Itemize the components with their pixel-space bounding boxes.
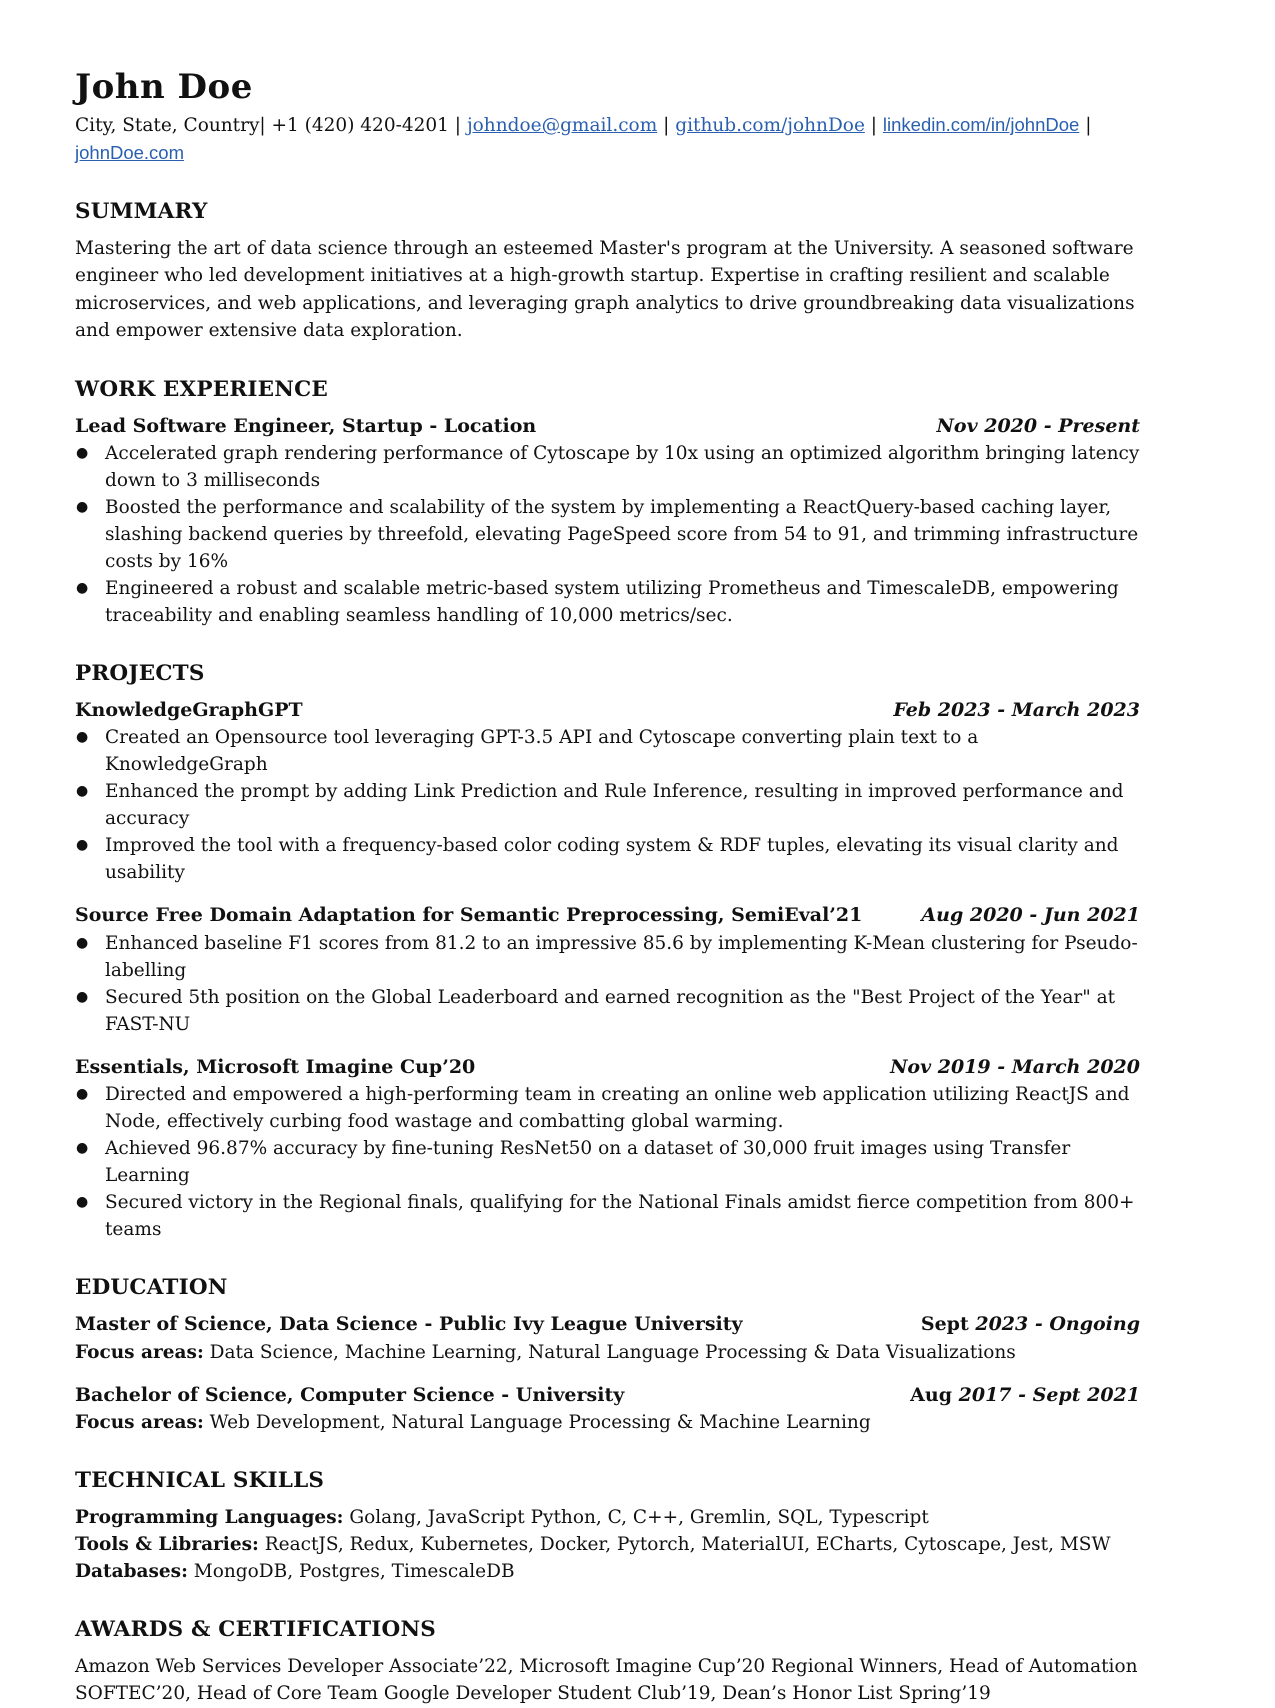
candidate-name: John Doe (75, 67, 253, 107)
bullet-text: Directed and empowered a high-performing team in creating an online web application utilizing ReactJS and Node, effectively curbing food wastage and combatting global warming. (105, 1084, 1130, 1133)
entry-date-month: Aug (910, 1383, 959, 1406)
entry-header (75, 1054, 1140, 1082)
focus-areas-line (75, 1339, 1140, 1366)
education-entry (75, 1311, 1140, 1366)
project-entry (75, 1054, 1140, 1244)
entry-date: Aug 2020 - Jun 2021 (921, 904, 1140, 927)
focus-areas-line (75, 1409, 1140, 1436)
bullet-icon: ● (76, 934, 89, 951)
bullet-icon: ● (76, 837, 89, 854)
bullet-text: Boosted the performance and scalability of the system by implementing a ReactQuery-based caching layer, slashing backend queries by threefold, elevating PageSpeed score from 54 to 91, and trimming infrastructure costs by 16% (105, 497, 1139, 573)
contact-separator: | (1079, 115, 1092, 137)
entry-date: Nov 2019 - March 2020 (890, 1055, 1140, 1078)
skills-label: Tools & Libraries: (75, 1534, 259, 1556)
section-title-projects: PROJECTS (75, 661, 205, 687)
skills-block (75, 1504, 1140, 1585)
list-item (75, 724, 1140, 778)
list-item (75, 778, 1140, 832)
bullet-text: Improved the tool with a frequency-based color coding system & RDF tuples, elevating its visual clarity and usability (105, 835, 1119, 884)
entry-date-rest: 2023 - Ongoing (975, 1313, 1140, 1336)
project-entry (75, 902, 1140, 1038)
bullet-icon: ● (76, 499, 89, 516)
bullet-icon: ● (76, 1194, 89, 1211)
bullet-list (75, 930, 1140, 1038)
bullet-list (75, 724, 1140, 886)
list-item (75, 984, 1140, 1038)
focus-areas-value: Data Science, Machine Learning, Natural Language Processing & Data Visualizations (203, 1341, 1016, 1363)
bullet-text: Enhanced the prompt by adding Link Prediction and Rule Inference, resulting in improved performance and accuracy (105, 781, 1124, 830)
bullet-text: Created an Opensource tool leveraging GPT-3.5 API and Cytoscape converting plain text to a KnowledgeGraph (105, 727, 979, 776)
list-item (75, 930, 1140, 984)
entry-date-month: Sept (920, 1313, 976, 1336)
entry-header (75, 902, 1140, 930)
focus-areas-label: Focus areas: (75, 1341, 204, 1363)
entry-date: Feb 2023 - March 2023 (893, 698, 1140, 721)
bullet-icon: ● (76, 580, 89, 597)
skills-value: MongoDB, Postgres, TimescaleDB (187, 1561, 515, 1583)
entry-header (75, 697, 1140, 725)
focus-areas-value: Web Development, Natural Language Processing & Machine Learning (203, 1412, 871, 1434)
entry-role: Lead Software Engineer, Startup - Location (75, 414, 537, 437)
skills-row (75, 1531, 1140, 1558)
bullet-icon: ● (76, 988, 89, 1005)
list-item (75, 575, 1140, 629)
bullet-list (75, 1081, 1140, 1243)
list-item (75, 832, 1140, 886)
website-link[interactable]: johnDoe.com (75, 142, 185, 164)
github-link[interactable]: github.com/johnDoe (675, 115, 865, 137)
focus-areas-label: Focus areas: (75, 1412, 204, 1434)
entry-project-name: KnowledgeGraphGPT (75, 698, 303, 721)
bullet-icon: ● (76, 1140, 89, 1157)
entry-degree: Bachelor of Science, Computer Science - University (75, 1383, 625, 1406)
education-entry (75, 1382, 1140, 1437)
entry-date (910, 1382, 1140, 1410)
section-title-work: WORK EXPERIENCE (75, 376, 329, 402)
contact-separator: | (657, 115, 676, 137)
skills-value: ReactJS, Redux, Kubernetes, Docker, Pytorch, MaterialUI, ECharts, Cytoscape, Jest, MSW (258, 1534, 1111, 1556)
list-item (75, 440, 1140, 494)
email-link[interactable]: johndoe@gmail.com (466, 115, 658, 137)
project-entry (75, 697, 1140, 887)
work-entry (75, 413, 1140, 630)
summary-text: Mastering the art of data science through an esteemed Master's program at the University. A seasoned software engineer who led development initiatives at a high-growth startup. Expertise in crafting resilient and scalable microservices, and web applications, and leveraging graph analytics to drive groundbreaking data visualizations and empower extensive data exploration. (75, 237, 1135, 342)
skills-row (75, 1504, 1140, 1531)
contact-line (75, 111, 1140, 167)
list-item (75, 494, 1140, 575)
bullet-text: Enhanced baseline F1 scores from 81.2 to an impressive 85.6 by implementing K-Mean clustering for Pseudo-labelling (105, 932, 1138, 981)
section-title-education: EDUCATION (75, 1275, 228, 1301)
bullet-text: Engineered a robust and scalable metric-based system utilizing Prometheus and TimescaleDB, empowering traceability and enabling seamless handling of 10,000 metrics/sec. (105, 578, 1119, 627)
bullet-icon: ● (76, 783, 89, 800)
entry-date (921, 1311, 1140, 1339)
section-title-summary: SUMMARY (75, 199, 208, 225)
entry-degree: Master of Science, Data Science - Public Ivy League University (75, 1313, 743, 1336)
bullet-list (75, 440, 1140, 629)
skills-row (75, 1558, 1140, 1585)
skills-label: Databases: (75, 1561, 188, 1583)
section-title-skills: TECHNICAL SKILLS (75, 1468, 325, 1494)
list-item (75, 1081, 1140, 1135)
bullet-icon: ● (76, 729, 89, 746)
list-item (75, 1135, 1140, 1189)
bullet-icon: ● (76, 445, 89, 462)
entry-header (75, 413, 1140, 441)
list-item (75, 1189, 1140, 1243)
entry-project-name: Source Free Domain Adaptation for Semantic Preprocessing, SemiEval’21 (75, 904, 863, 927)
contact-location-phone: City, State, Country| +1 (420) 420-4201 | (75, 115, 467, 137)
entry-header (75, 1382, 1140, 1410)
linkedin-link[interactable]: linkedin.com/in/johnDoe (882, 114, 1080, 136)
bullet-icon: ● (76, 1086, 89, 1103)
skills-value: Golang, JavaScript Python, C, C++, Gremlin, SQL, Typescript (343, 1507, 929, 1529)
bullet-text: Secured 5th position on the Global Leaderboard and earned recognition as the "Best Project of the Year" at FAST-NU (105, 986, 1116, 1035)
bullet-text: Achieved 96.87% accuracy by fine-tuning ResNet50 on a dataset of 30,000 fruit images using Transfer Learning (105, 1138, 1071, 1187)
contact-separator: | (864, 115, 883, 137)
bullet-text: Accelerated graph rendering performance of Cytoscape by 10x using an optimized algorithm bringing latency down to 3 milliseconds (105, 443, 1140, 492)
section-title-awards: AWARDS & CERTIFICATIONS (75, 1617, 437, 1643)
skills-label: Programming Languages: (75, 1507, 344, 1529)
entry-date-rest: 2017 - Sept 2021 (958, 1383, 1140, 1406)
entry-project-name: Essentials, Microsoft Imagine Cup’20 (75, 1055, 476, 1078)
bullet-text: Secured victory in the Regional finals, qualifying for the National Finals amidst fierce competition from 800+ teams (105, 1192, 1135, 1241)
entry-header (75, 1311, 1140, 1339)
entry-date: Nov 2020 - Present (936, 414, 1140, 437)
awards-text: Amazon Web Services Developer Associate’22, Microsoft Imagine Cup’20 Regional Winners, Head of Automation SOFTEC’20, Head of Core Team Google Developer Student Club’19, Dean’s Honor List Spring’19 (75, 1655, 1138, 1705)
